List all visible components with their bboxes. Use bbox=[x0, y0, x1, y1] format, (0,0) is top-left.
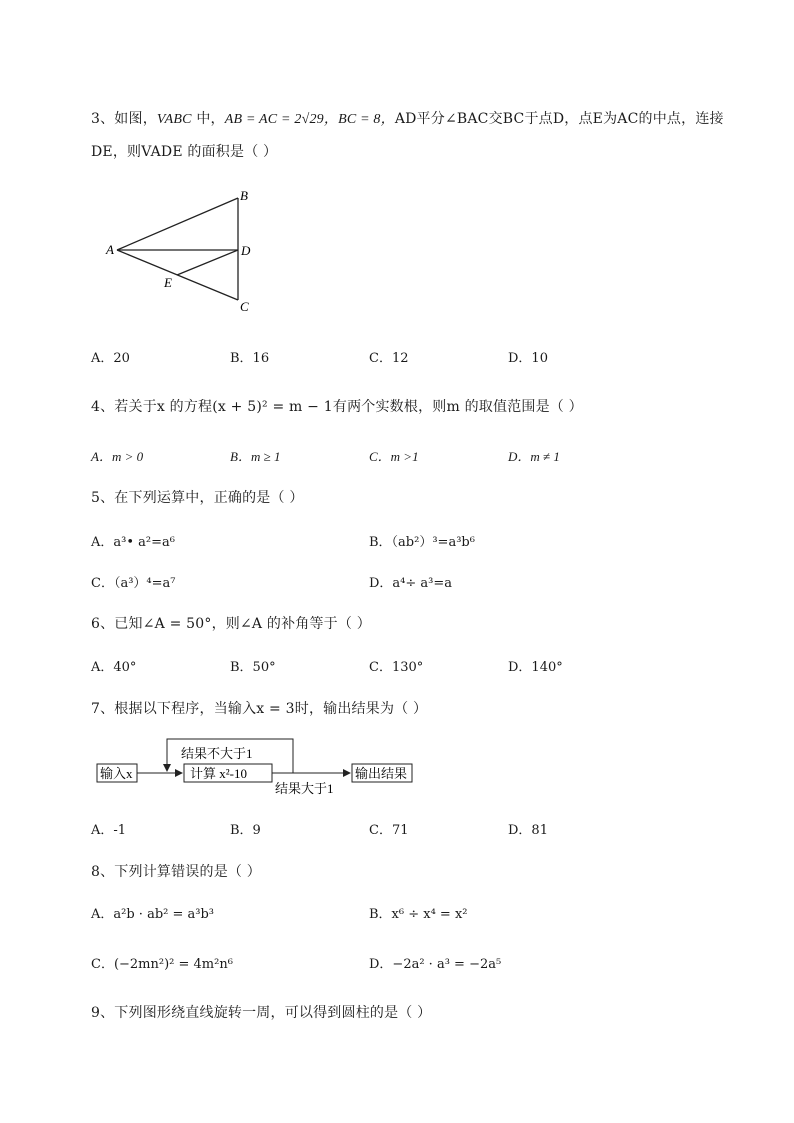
q6-option-a[interactable]: A．40° bbox=[91, 660, 137, 675]
q3-stem-line2: DE，则VADE 的面积是（ ） bbox=[91, 144, 278, 160]
q9-stem: 9、下列图形绕直线旋转一周，可以得到圆柱的是（ ） bbox=[91, 1005, 432, 1021]
q5-option-d[interactable]: D．a⁴÷ a³=a bbox=[369, 576, 453, 591]
flow-compute: 计算 x²-10 bbox=[190, 766, 247, 781]
q8-option-c[interactable]: C．(−2mn²)² = 4m²n⁶ bbox=[91, 957, 233, 972]
q4-option-d[interactable]: D．m ≠ 1 bbox=[508, 449, 560, 464]
q3-option-a[interactable]: A．20 bbox=[91, 351, 130, 366]
q6-stem: 6、已知∠A = 50°，则∠A 的补角等于（ ） bbox=[91, 616, 371, 632]
q7-option-a[interactable]: A．-1 bbox=[91, 823, 127, 838]
program-flowchart bbox=[95, 736, 425, 798]
q6-option-d[interactable]: D．140° bbox=[508, 660, 563, 675]
flow-loop-label: 结果不大于1 bbox=[181, 746, 253, 761]
q5-option-a[interactable]: A．a³• a²=a⁶ bbox=[91, 535, 175, 550]
q5-stem: 5、在下列运算中，正确的是（ ） bbox=[91, 490, 304, 506]
label-E: E bbox=[164, 275, 172, 290]
triangle-figure bbox=[100, 182, 270, 322]
q7-option-b[interactable]: B．9 bbox=[230, 823, 261, 838]
q3-option-b[interactable]: B．16 bbox=[230, 351, 270, 366]
q7-option-d[interactable]: D．81 bbox=[508, 823, 548, 838]
flow-exit-label: 结果大于1 bbox=[275, 781, 334, 796]
flow-output: 输出结果 bbox=[355, 766, 408, 781]
q8-stem: 8、下列计算错误的是（ ） bbox=[91, 864, 261, 880]
q4-option-a[interactable]: A．m > 0 bbox=[91, 449, 144, 464]
q7-option-c[interactable]: C．71 bbox=[369, 823, 409, 838]
q8-option-b[interactable]: B．x⁶ ÷ x⁴ = x² bbox=[369, 907, 468, 922]
q6-option-c[interactable]: C．130° bbox=[369, 660, 424, 675]
q8-option-d[interactable]: D．−2a² · a³ = −2a⁵ bbox=[369, 957, 502, 972]
q4-option-b[interactable]: B．m ≥ 1 bbox=[230, 449, 281, 464]
label-A: A bbox=[106, 242, 114, 257]
label-D: D bbox=[241, 243, 251, 258]
q4-option-c[interactable]: C．m >1 bbox=[369, 449, 419, 464]
q4-stem: 4、若关于x 的方程(x + 5)² = m − 1有两个实数根，则m 的取值范围是（ ） bbox=[91, 399, 583, 415]
label-C: C bbox=[240, 299, 249, 314]
q3-option-c[interactable]: C．12 bbox=[369, 351, 409, 366]
q8-option-a[interactable]: A．a²b · ab² = a³b³ bbox=[91, 907, 215, 922]
label-B: B bbox=[240, 188, 248, 203]
q7-stem: 7、根据以下程序，当输入x = 3时，输出结果为（ ） bbox=[91, 701, 428, 717]
q5-option-b[interactable]: B．（ab²）³=a³b⁶ bbox=[369, 535, 475, 550]
q6-option-b[interactable]: B．50° bbox=[230, 660, 276, 675]
flow-input: 输入x bbox=[100, 766, 133, 781]
q3-stem-line1: 3、如图，VABC 中，AB = AC = 2√29，BC = 8，AD平分∠BAC交BC于点D，点E为AC的中点，连接 bbox=[91, 111, 724, 127]
q3-option-d[interactable]: D．10 bbox=[508, 351, 548, 366]
q5-option-c[interactable]: C．（a³）⁴=a⁷ bbox=[91, 576, 176, 591]
